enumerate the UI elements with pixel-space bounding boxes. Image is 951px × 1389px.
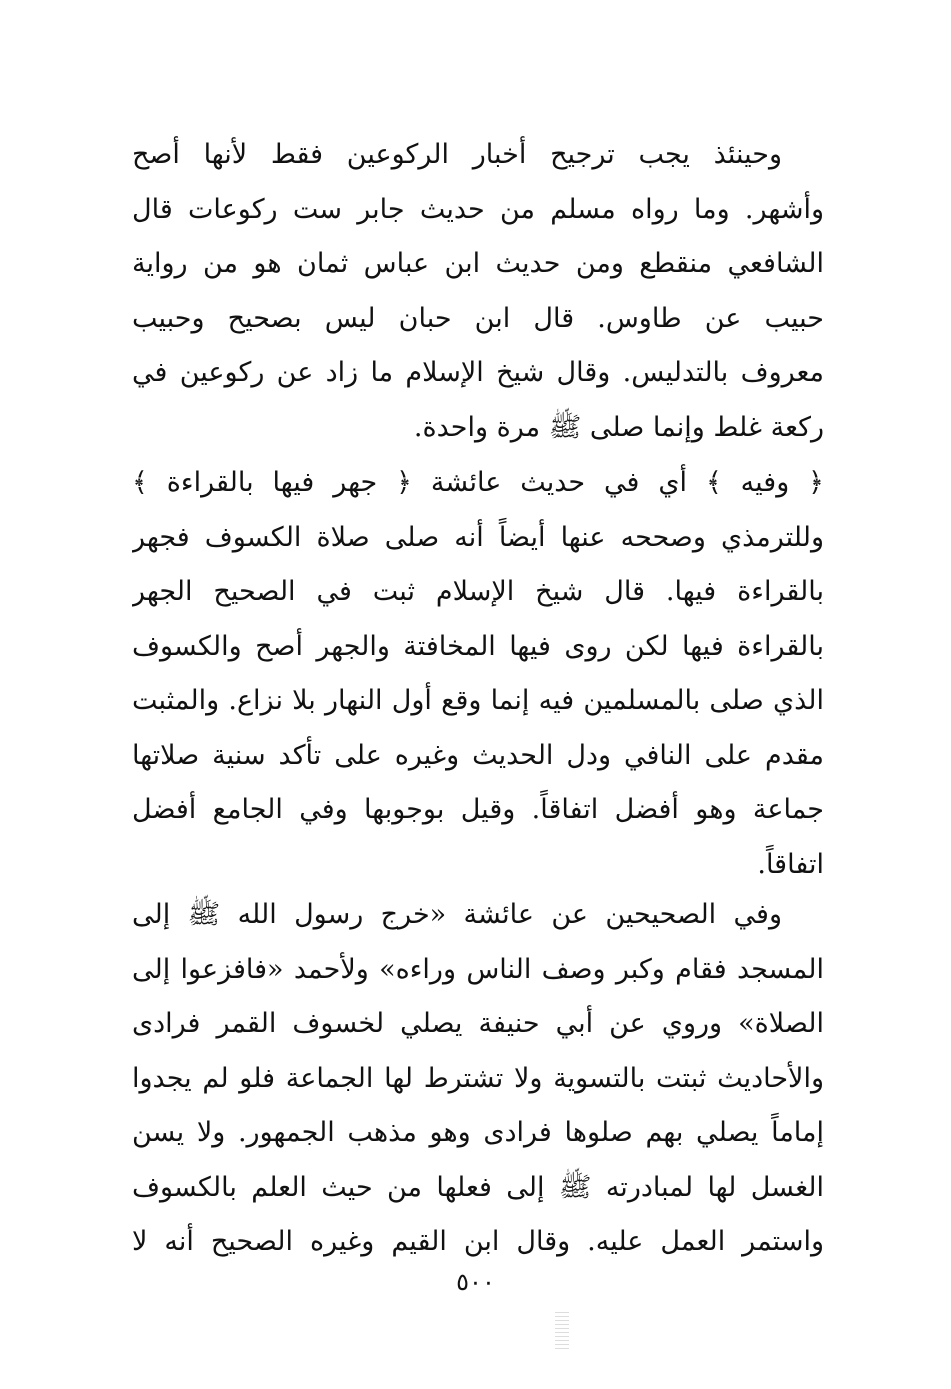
text-line: واستمر العمل عليه. وقال ابن القيم وغيره الصحيح أنه لا bbox=[132, 1226, 824, 1257]
text-line: الذي صلى بالمسلمين فيه إنما وقع أول النهار بلا نزاع. والمثبت bbox=[132, 685, 824, 716]
text-line: والأحاديث ثبتت بالتسوية ولا تشترط لها الجماعة فلو لم يجدوا bbox=[132, 1062, 824, 1094]
text-line: وحينئذ يجب ترجيح أخبار الركوعين فقط لأنها أصح bbox=[132, 139, 782, 170]
text-line: وفي الصحيحين عن عائشة «خرج رسول الله ﷺ إلى bbox=[132, 899, 782, 930]
text-line: إماماً يصلي بهم صلوها فرادى وهو مذهب الجمهور. ولا يسن bbox=[132, 1117, 824, 1148]
text-line: اتفاقاً. bbox=[757, 848, 824, 880]
text-line: المسجد فقام وكبر وصف الناس وراءه» ولأحمد «فافزعوا إلى bbox=[132, 953, 824, 985]
text-line: وللترمذي وصححه عنها أيضاً أنه صلى صلاة الكسوف فجهر bbox=[132, 521, 824, 553]
text-line: ﴿ وفيه ﴾ أي في حديث عائشة ﴿ جهر فيها بالقراءة ﴾ bbox=[132, 467, 824, 498]
text-line: بالقراءة فيها لكن روى فيها المخافتة والجهر أصح والكسوف bbox=[132, 630, 824, 662]
paragraph-3 bbox=[132, 888, 824, 1270]
paragraph-1 bbox=[132, 128, 824, 455]
text-line: الغسل لها لمبادرته ﷺ إلى فعلها من حيث العلم بالكسوف bbox=[132, 1171, 824, 1203]
scan-artifact bbox=[555, 1312, 569, 1352]
text-line: جماعة وهو أفضل اتفاقاً. وقيل بوجوبها وفي الجامع أفضل bbox=[132, 794, 824, 825]
text-line: ركعة غلط وإنما صلى ﷺ مرة واحدة. bbox=[413, 411, 824, 443]
text-line: معروف بالتدليس. وقال شيخ الإسلام ما زاد عن ركوعين في bbox=[132, 357, 824, 388]
text-line: مقدم على النافي ودل الحديث وغيره على تأكد سنية صلاتها bbox=[132, 739, 824, 771]
text-line: بالقراءة فيها. قال شيخ الإسلام ثبت في الصحيح الجهر bbox=[132, 576, 824, 607]
text-line: الشافعي منقطع ومن حديث ابن عباس ثمان هو من رواية bbox=[132, 248, 824, 279]
page-number: ٥٠٠ bbox=[456, 1268, 495, 1296]
text-line: الصلاة» وروي عن أبي حنيفة يصلي لخسوف القمر فرادى bbox=[132, 1008, 824, 1039]
text-line: وأشهر. وما رواه مسلم من حديث جابر ست ركوعات قال bbox=[132, 193, 824, 225]
text-line: حبيب عن طاوس. قال ابن حبان ليس بصحيح وحبيب bbox=[132, 302, 824, 334]
paragraph-2 bbox=[132, 456, 824, 892]
